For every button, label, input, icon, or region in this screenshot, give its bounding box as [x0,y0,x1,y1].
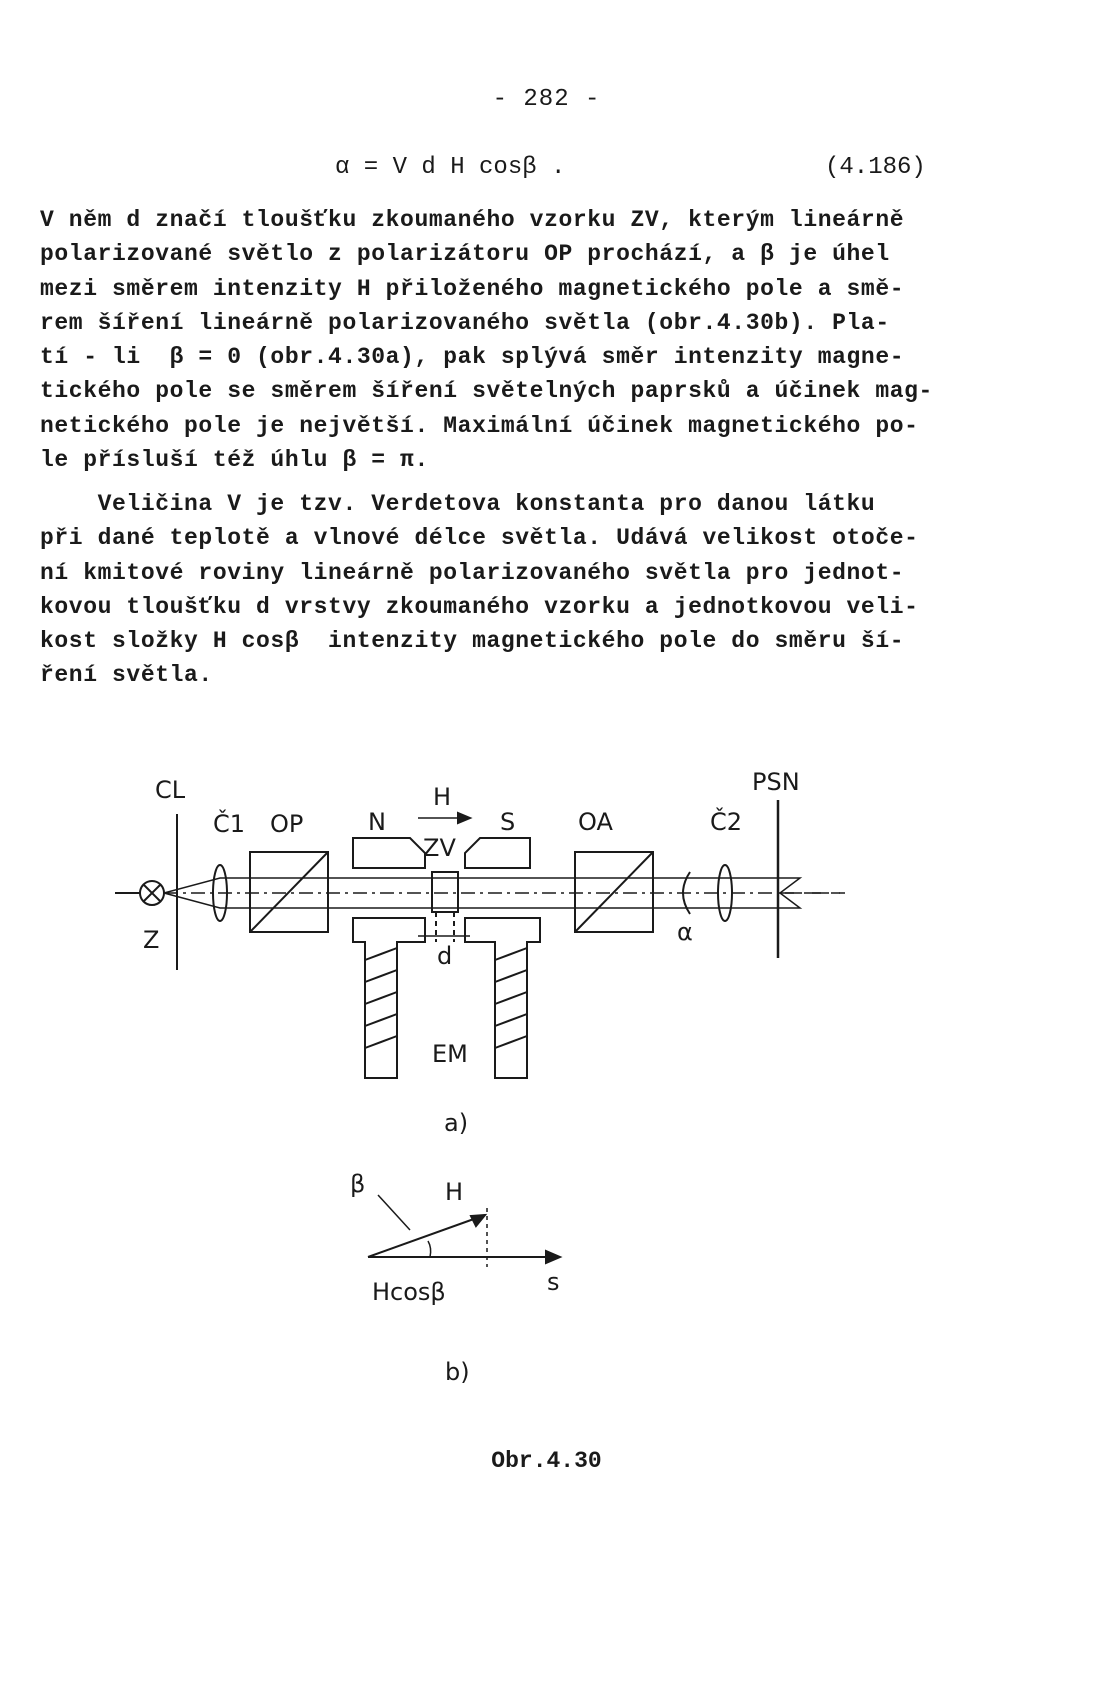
label-beta: β [350,1170,366,1198]
text-line: mezi směrem intenzity H přiloženého magnetického pole a smě- [40,275,905,302]
paragraph-2 [40,487,960,693]
label-c2: Č2 [710,808,743,836]
text-line: polarizované světlo z polarizátoru OP prochází, a β je úhel [40,241,890,268]
magnet-pole-s [465,838,530,868]
label-op: OP [270,810,304,838]
h-vector-arrow [368,1215,485,1257]
label-n: N [368,808,386,836]
paragraph-1 [40,203,960,477]
label-zv: ZV [423,834,456,862]
subfigure-a-label: a) [444,1109,469,1137]
text-line: ření světla. [40,662,213,689]
figure-caption: Obr.4.30 [491,1448,602,1474]
text-line: kost složky H cosβ intenzity magnetického pole do směru ší- [40,628,905,655]
equation-number: (4.186) [825,154,926,181]
magnet-core-right [465,918,540,1078]
text-line: tí - li β = 0 (obr.4.30a), pak splývá směr intenzity magne- [40,344,905,371]
equation: α = V d H cosβ . [335,154,566,181]
text-line: Veličina V je tzv. Verdetova konstanta pro danou látku [40,491,876,517]
text-line: tického pole se směrem šíření světelných paprsků a účinek mag- [40,378,933,405]
label-h-vector: H [445,1178,464,1206]
text-line: le přísluší též úhlu β = π. [40,447,429,474]
subfigure-b-label: b) [445,1358,470,1386]
label-alpha: α [677,918,693,946]
text-line: rem šíření lineárně polarizovaného světla (obr.4.30b). Pla- [40,309,890,336]
label-c1: Č1 [213,810,246,838]
label-cl: CL [155,776,186,804]
label-s: S [500,808,516,836]
text-line: ní kmitové roviny lineárně polarizovaného světla pro jednot- [40,559,905,586]
label-h: H [433,783,452,811]
label-s-axis: s [547,1268,560,1296]
figure-4-30 [0,760,1093,1450]
coil-right-icon [495,948,527,1048]
text-line: V něm d značí tloušťku zkoumaného vzorku ZV, kterým lineárně [40,207,905,233]
label-d: d [437,942,453,970]
label-psn: PSN [752,768,800,796]
label-oa: OA [578,808,613,836]
text-line: při dané teplotě a vlnové délce světla. Udává velikost otoče- [40,525,919,552]
text-line: netického pole je největší. Maximální účinek magnetického po- [40,412,919,439]
label-hcos: Hcosβ [372,1278,446,1306]
label-em: EM [432,1040,468,1068]
magnet-core-left [353,918,425,1078]
text-line: kovou tloušťku d vrstvy zkoumaného vzorku a jednotkovou veli- [40,593,919,620]
coil-left-icon [365,948,397,1048]
magnet-pole-n [353,838,425,868]
label-z: Z [143,926,160,954]
page-number: - 282 - [492,86,601,113]
